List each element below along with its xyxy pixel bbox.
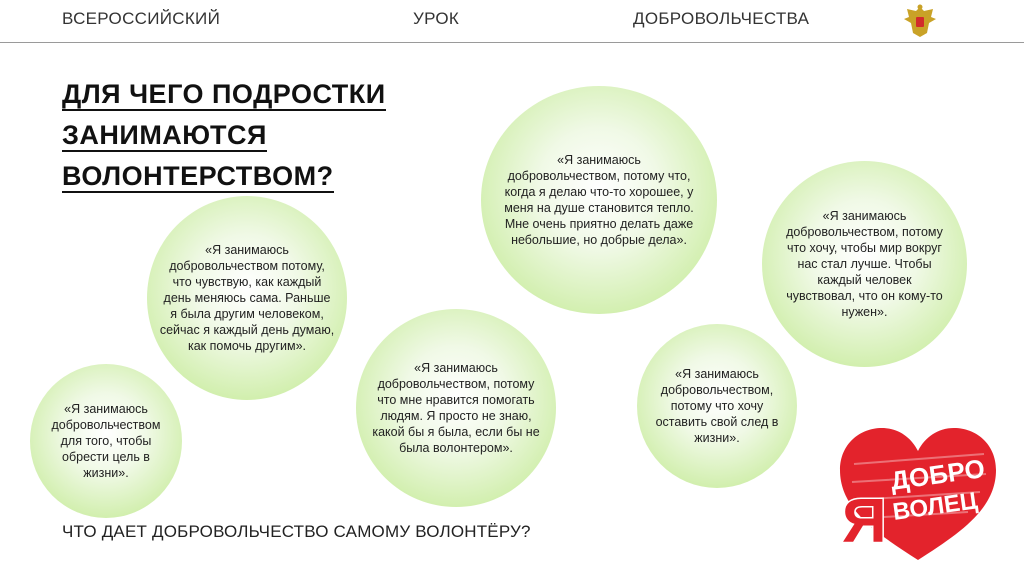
quote-bubble-5 bbox=[637, 324, 797, 488]
quote-text-6: «Я занимаюсь добровольчеством для того, чтобы обрести цель в жизни». bbox=[51, 402, 161, 480]
dobrovolets-logo bbox=[834, 424, 1002, 564]
header-word-2: УРОК bbox=[413, 9, 460, 28]
quote-text-2: «Я занимаюсь добровольчеством, потому что хочу, чтобы мир вокруг нас стал лучше. Чтобы каждый человек чувствовал, что он кому-то нужен». bbox=[786, 209, 943, 319]
title-line-2: ЗАНИМАЮТСЯ bbox=[62, 120, 267, 150]
logo-letter: Я bbox=[842, 487, 887, 556]
quote-bubble-2 bbox=[762, 161, 967, 367]
title-line-1: ДЛЯ ЧЕГО ПОДРОСТКИ bbox=[62, 79, 386, 109]
footer-question: ЧТО ДАЕТ ДОБРОВОЛЬЧЕСТВО САМОМУ ВОЛОНТЁРУ? bbox=[62, 522, 531, 541]
logo-line-1: ДОБРО bbox=[888, 453, 987, 496]
header-bar bbox=[0, 0, 1024, 42]
quote-text-5: «Я занимаюсь добровольчеством, потому что хочу оставить свой след в жизни». bbox=[655, 367, 779, 445]
russian-eagle-emblem-icon bbox=[903, 3, 937, 39]
header-divider bbox=[0, 42, 1024, 43]
quote-text-1: «Я занимаюсь добровольчеством, потому что, когда я делаю что-то хорошее, у меня на душе становится тепло. Мне очень приятно делать даже небольшие, но добрые дела». bbox=[504, 153, 694, 247]
quote-text-4: «Я занимаюсь добровольчеством, потому что мне нравится помогать людям. Я просто не знаю, какой бы я была, если бы не была волонтером». bbox=[372, 361, 540, 455]
logo-line-2: ВОЛЕЦ bbox=[891, 487, 980, 526]
quote-bubble-3 bbox=[147, 196, 347, 400]
header-word-3: ДОБРОВОЛЬЧЕСТВА bbox=[633, 9, 810, 28]
title-line-3: ВОЛОНТЕРСТВОМ? bbox=[62, 161, 334, 191]
quote-bubble-4 bbox=[356, 309, 556, 507]
quote-text-3: «Я занимаюсь добровольчеством потому, что чувствую, как каждый день меняюсь сама. Раньше я была другим человеком, сейчас я каждый день думаю, как помочь другим». bbox=[159, 243, 335, 353]
quote-bubble-1 bbox=[481, 86, 717, 314]
page-title bbox=[62, 76, 482, 199]
header-word-1: ВСЕРОССИЙСКИЙ bbox=[62, 9, 221, 28]
quote-bubble-6 bbox=[30, 364, 182, 518]
